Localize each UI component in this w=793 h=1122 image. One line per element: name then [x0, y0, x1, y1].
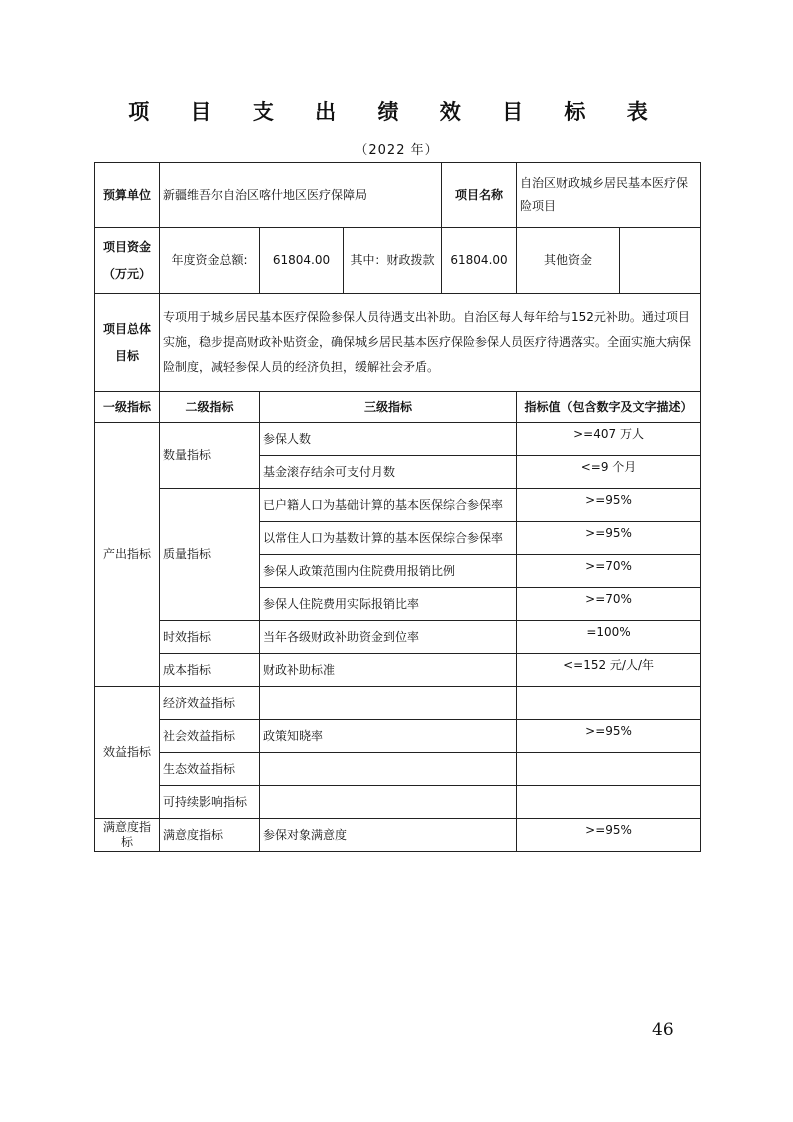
level3-cell: 参保对象满意度: [260, 819, 517, 852]
indicator-value-cell: <=152 元/人/年: [517, 654, 701, 687]
budget-unit-value: 新疆维吾尔自治区喀什地区医疗保障局: [160, 163, 442, 228]
indicator-value-cell: <=9 个月: [517, 456, 701, 489]
table-row: [95, 654, 701, 687]
col-indicator-value: 指标值（包含数字及文字描述）: [517, 392, 701, 423]
level3-cell: [260, 753, 517, 786]
overall-goal-label: 项目总体目标: [95, 294, 160, 392]
level3-cell: 财政补助标准: [260, 654, 517, 687]
page-title: 项 目 支 出 绩 效 目 标 表: [128, 100, 665, 124]
indicator-value-cell: [517, 786, 701, 819]
level2-cell: 经济效益指标: [160, 687, 260, 720]
indicator-value-cell: >=95%: [517, 720, 701, 753]
indicator-value-cell: [517, 687, 701, 720]
other-funds-value: [620, 228, 701, 294]
indicator-value-cell: >=70%: [517, 555, 701, 588]
header-row: [95, 163, 701, 228]
other-funds-label: 其他资金: [517, 228, 620, 294]
level3-cell: 已户籍人口为基础计算的基本医保综合参保率: [260, 489, 517, 522]
level2-cell: 生态效益指标: [160, 753, 260, 786]
project-name-label: 项目名称: [442, 163, 517, 228]
performance-table: [94, 162, 701, 852]
level1-cell: 满意度指标: [95, 819, 160, 852]
table-row: [95, 720, 701, 753]
table-row: [95, 786, 701, 819]
table-row: [95, 489, 701, 522]
col-level2: 二级指标: [160, 392, 260, 423]
level3-cell: 参保人数: [260, 423, 517, 456]
column-header-row: [95, 392, 701, 423]
indicator-value-cell: >=70%: [517, 588, 701, 621]
level3-cell: 基金滚存结余可支付月数: [260, 456, 517, 489]
indicator-value-cell: >=95%: [517, 819, 701, 852]
project-name-value: 自治区财政城乡居民基本医疗保险项目: [517, 163, 701, 228]
funds-label: 项目资金（万元）: [95, 228, 160, 294]
level2-cell: 满意度指标: [160, 819, 260, 852]
level2-cell: 质量指标: [160, 489, 260, 621]
indicator-value-cell: [517, 753, 701, 786]
annual-total-value: 61804.00: [260, 228, 344, 294]
year-subtitle: （2022 年）: [354, 143, 439, 158]
level2-cell: 成本指标: [160, 654, 260, 687]
table-row: [95, 753, 701, 786]
table-row: [95, 819, 701, 852]
fiscal-label: 其中：财政拨款: [344, 228, 442, 294]
col-level3: 三级指标: [260, 392, 517, 423]
indicator-value-cell: =100%: [517, 621, 701, 654]
budget-unit-label: 预算单位: [95, 163, 160, 228]
level3-cell: [260, 786, 517, 819]
fiscal-value: 61804.00: [442, 228, 517, 294]
page-number: 46: [652, 1020, 674, 1040]
level3-cell: 政策知晓率: [260, 720, 517, 753]
table-row: [95, 621, 701, 654]
level3-cell: 当年各级财政补助资金到位率: [260, 621, 517, 654]
indicator-value-cell: >=95%: [517, 489, 701, 522]
indicator-value-cell: >=95%: [517, 522, 701, 555]
annual-total-label: 年度资金总额:: [160, 228, 260, 294]
funds-row: [95, 228, 701, 294]
level3-cell: [260, 687, 517, 720]
level1-cell: 效益指标: [95, 687, 160, 819]
col-level1: 一级指标: [95, 392, 160, 423]
level2-cell: 社会效益指标: [160, 720, 260, 753]
level3-cell: 参保人住院费用实际报销比率: [260, 588, 517, 621]
overall-goal-text: 专项用于城乡居民基本医疗保险参保人员待遇支出补助。自治区每人每年给与152元补助。通过项目实施，稳步提高财政补贴资金，确保城乡居民基本医疗保险参保人员医疗待遇落实。全面实施大病保险制度，减轻参保人员的经济负担，缓解社会矛盾。: [160, 294, 701, 392]
level2-cell: 数量指标: [160, 423, 260, 489]
table-row: [95, 423, 701, 456]
level1-cell: 产出指标: [95, 423, 160, 687]
table-row: [95, 687, 701, 720]
level3-cell: 参保人政策范围内住院费用报销比例: [260, 555, 517, 588]
indicator-value-cell: >=407 万人: [517, 423, 701, 456]
level2-cell: 可持续影响指标: [160, 786, 260, 819]
overall-goal-row: [95, 294, 701, 392]
level2-cell: 时效指标: [160, 621, 260, 654]
level3-cell: 以常住人口为基数计算的基本医保综合参保率: [260, 522, 517, 555]
